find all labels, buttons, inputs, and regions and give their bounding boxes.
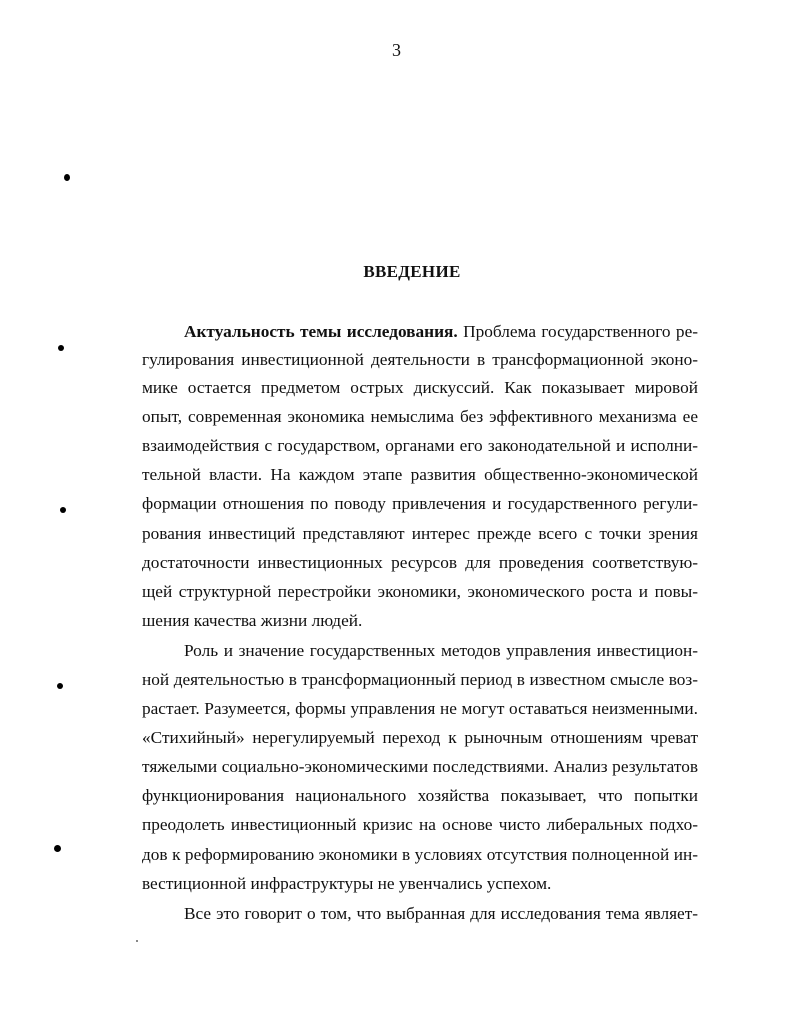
text-line: достаточности инвестиционных ресурсов для проведения соответствую- bbox=[142, 553, 698, 572]
margin-dot bbox=[58, 345, 64, 351]
text-line: Роль и значение государственных методов управления инвестицион- bbox=[184, 641, 698, 660]
text-line: щей структурной перестройки экономики, экономического роста и повы- bbox=[142, 582, 698, 601]
text-line: функционирования национального хозяйства показывает, что попытки bbox=[142, 786, 698, 805]
text-line: шения качества жизни людей. bbox=[142, 611, 363, 630]
text-line: ной деятельностью в трансформационный период в известном смысле воз- bbox=[142, 670, 698, 689]
margin-dot bbox=[60, 507, 66, 513]
margin-dot bbox=[54, 845, 61, 852]
page-number: 3 bbox=[392, 40, 401, 60]
text-line: гулирования инвестиционной деятельности в трансформационной эконо- bbox=[142, 350, 698, 369]
text-line: Все это говорит о том, что выбранная для исследования тема являет- bbox=[184, 904, 698, 923]
relevance-lead: Актуальность темы исследования. bbox=[184, 322, 458, 341]
text-line: дов к реформированию экономики в условиях отсутствия полноценной ин- bbox=[142, 845, 698, 864]
text-line: мике остается предметом острых дискуссий. Как показывает мировой bbox=[142, 378, 698, 397]
text-line: рования инвестиций представляют интерес прежде всего с точки зрения bbox=[142, 524, 698, 543]
text-line: Актуальность темы исследования. Проблема государственного ре- bbox=[184, 322, 698, 341]
text-line: вестиционной инфраструктуры не увенчались успехом. bbox=[142, 874, 552, 893]
text-line: тяжелыми социально-экономическими последствиями. Анализ результатов bbox=[142, 757, 698, 776]
text-line: растает. Разумеется, формы управления не могут оставаться неизменными. bbox=[142, 699, 698, 718]
text-line: взаимодействия с государством, органами его законодательной и исполни- bbox=[142, 436, 698, 455]
margin-dot bbox=[57, 683, 63, 689]
text-line: опыт, современная экономика немыслима без эффективного механизма ее bbox=[142, 407, 698, 426]
text-line: «Стихийный» нерегулируемый переход к рыночным отношениям чреват bbox=[142, 728, 698, 747]
scan-speck bbox=[136, 940, 138, 942]
text-line: преодолеть инвестиционный кризис на основе чисто либеральных подхо- bbox=[142, 815, 698, 834]
margin-dot bbox=[64, 174, 70, 181]
section-heading: ВВЕДЕНИЕ bbox=[363, 262, 461, 281]
text-line: формации отношения по поводу привлечения и государственного регули- bbox=[142, 494, 698, 513]
text-line: тельной власти. На каждом этапе развития общественно-экономической bbox=[142, 465, 698, 484]
